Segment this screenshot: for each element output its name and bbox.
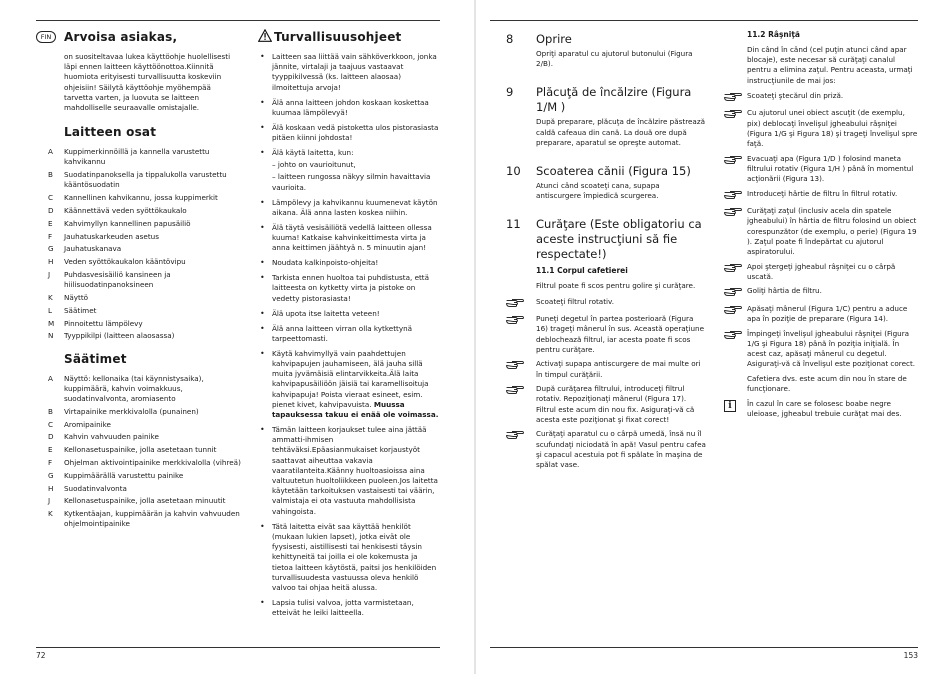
- section-body: Opriţi aparatul cu ajutorul butonului (Figura 2/B).: [536, 49, 693, 69]
- item-letter: J: [48, 496, 51, 506]
- controls-title: Säätimet: [64, 351, 127, 366]
- safety-text: Älä anna laitteen virran olla kytkettynä tarpeettomasti.: [272, 323, 413, 343]
- step-item: [724, 262, 918, 282]
- item-text: Näyttö: kellonaika (tai käynnistysaika), kuppimäärä, kahvin voimakkuus, suodatinvalvonta, aromiasento: [64, 373, 204, 403]
- right-column-2: [724, 30, 918, 424]
- safety-text: Lapsia tulisi valvoa, jotta varmistetaan, etteivät he leiki laitteella.: [272, 597, 414, 618]
- safety-text: Tarkista ennen huoltoa tai puhdistusta, että laitteesta on kytketty virta ja pistoke on vedetty pistorasiasta!: [272, 273, 430, 303]
- step-item: [724, 189, 918, 202]
- item-text: Kuppimäärällä varustettu painike: [64, 470, 184, 480]
- item-text: Kahvin vahvuuden painike: [64, 432, 159, 442]
- safety-item: [258, 522, 440, 593]
- item-letter: C: [48, 193, 54, 203]
- step-icon-cell: [506, 384, 536, 425]
- top-rule: [36, 20, 440, 21]
- item-text: Käännettävä veden syöttökaukalo: [64, 206, 187, 216]
- step-icon-cell: [724, 304, 747, 324]
- item-text: Suodatinpanoksella ja tippalukolla varustettu kääntösuodatin: [64, 170, 227, 190]
- hand-pointing-icon: [506, 432, 524, 441]
- list-item: [48, 206, 242, 216]
- item-letter: D: [48, 206, 54, 216]
- section-body: Atunci când scoateţi cana, supapa antiscurgere împiedică scurgerea.: [536, 181, 660, 201]
- subsection-intro: Filtrul poate fi scos pentru golire şi curăţare.: [536, 281, 696, 291]
- list-item: [48, 484, 242, 494]
- section-heading: [506, 85, 706, 115]
- safety-item: [258, 98, 440, 118]
- step-text: Evacuaţi apa (Figura 1/D ) folosind maneta filtrului rotativ (Figura 1/H ) până în momentul acţionării (Figura 13).: [747, 153, 914, 184]
- item-text: Veden syöttökaukalon kääntövipu: [64, 257, 186, 267]
- safety-text: – laitteen rungossa näkyy silmin havaittavia vaurioita.: [272, 172, 431, 192]
- right-column-1: [506, 32, 706, 475]
- step-item: [506, 429, 706, 470]
- section-heading: [506, 32, 706, 47]
- list-item: [48, 219, 242, 229]
- step-icon-cell: [506, 359, 536, 379]
- safety-item: [258, 598, 440, 618]
- safety-item: [258, 258, 440, 268]
- item-letter: N: [48, 331, 54, 341]
- section-number: 10: [506, 164, 521, 179]
- list-item: [48, 147, 242, 167]
- item-letter: K: [48, 293, 53, 302]
- step-item: [506, 314, 706, 355]
- item-text: Ohjelman aktivointipainike merkkivalolla (vihreä): [64, 457, 241, 467]
- subsection-title: 11.1 Corpul cafetierei: [536, 266, 628, 276]
- step-icon-cell: [724, 399, 747, 419]
- item-text: Tyyppikilpi (laitteen alaosassa): [64, 331, 175, 341]
- greeting-title: Arvoisa asiakas,: [64, 30, 178, 44]
- item-letter: A: [48, 147, 53, 157]
- list-item: [48, 407, 242, 417]
- item-letter: D: [48, 432, 54, 442]
- step-text: Curăţaţi aparatul cu o cârpă umedă, însă nu îl scufundaţi niciodată în apă! Vasul pentru cafea şi capacul acestuia pot fi spălate în maşina de spălat vase.: [536, 429, 706, 470]
- step-icon-cell: [724, 91, 747, 104]
- step-item: [506, 359, 706, 379]
- section-title: Plăcuţă de încălzire (Figura 1/M ): [536, 85, 692, 115]
- list-item: [48, 420, 242, 430]
- step-text: Scoateţi filtrul rotativ.: [536, 296, 615, 306]
- list-item: [48, 496, 242, 506]
- list-item: [48, 509, 242, 529]
- safety-item: [258, 172, 440, 192]
- item-text: Kellonasetuspainike, jolla asetetaan tunnit: [64, 445, 217, 455]
- step-icon-cell: [724, 286, 747, 299]
- step-item: [724, 108, 918, 149]
- item-letter: G: [48, 470, 54, 480]
- section-title: Scoaterea cănii (Figura 15): [536, 164, 691, 179]
- safety-item: [258, 223, 440, 254]
- list-item: [48, 270, 242, 290]
- hand-pointing-icon: [724, 265, 742, 274]
- step-icon-cell: [506, 429, 536, 470]
- parts-title: Laitteen osat: [64, 125, 157, 140]
- safety-item: [258, 123, 440, 143]
- safety-text: Älä koskaan vedä pistoketta ulos pistorasiasta pitäen kiinni johdosta!: [272, 122, 439, 143]
- step-item: [724, 91, 918, 104]
- list-item: [48, 331, 242, 341]
- hand-pointing-icon: [724, 307, 742, 316]
- item-letter: B: [48, 170, 53, 180]
- safety-item: [258, 309, 440, 319]
- page-number: 72: [36, 651, 46, 660]
- step-text: Curăţaţi zaţul (inclusiv acela din spatele jgheabului) în hârtia de filtru folosind un obiect corespunzător (de exemplu, o perie) (Figura 19 ). Zaţul poate fi îndepărtat cu ajutorul aspiratorului.: [747, 206, 917, 257]
- safety-item: [258, 52, 440, 93]
- safety-list: [258, 52, 440, 618]
- item-text: Aromipainike: [64, 419, 111, 429]
- hand-pointing-icon: [724, 192, 742, 201]
- info-icon: i: [724, 401, 736, 410]
- safety-text: Älä käytä laitetta, kun:: [272, 148, 354, 158]
- step-text: Scoateţi ştecărul din priză.: [747, 90, 844, 100]
- step-text: Împingeţi învelişul jgheabului râşniţei (Figura 1/G şi Figura 18) până în poziţia iniţială. În acest caz, apăsaţi mânerul cu degetul. Asiguraţi-vă că învelişul este poziţionat corect.: [747, 328, 916, 369]
- step-icon-cell: [506, 297, 536, 310]
- language-badge: FIN: [36, 31, 56, 43]
- step-text: În cazul în care se folosesc boabe negre uleioase, jgheabul trebuie curăţat mai des.: [747, 398, 902, 418]
- list-item: [48, 293, 242, 303]
- item-text: Jauhatuskarkeuden asetus: [64, 231, 159, 241]
- list-item: [48, 170, 242, 190]
- safety-text: Älä täytä vesisäiliötä vedellä laitteen ollessa kuuma! Katkaise kahvinkeittimesta virta ja anna keittimen jäähtyä n. 5 minuutin ajan!: [272, 222, 432, 253]
- safety-item: [258, 148, 440, 158]
- item-letter: E: [48, 218, 53, 228]
- item-letter: J: [48, 270, 51, 279]
- item-text: Näyttö: [64, 293, 89, 302]
- safety-text: Käytä kahvimyllyä vain paahdettujen kahvipapujen jauhamiseen, älä jauha sillä muita jyvämäisiä elintarvikkeita.Älä laita kahvipapusäiliöön jäisiä tai karamellisoituja kahvipapuja! Poista vieraat esineet, esim. pienet kivet, kahvipavuista.: [272, 348, 429, 409]
- step-text: Apăsaţi mânerul (Figura 1/C) pentru a aduce apa în poziţie de preparare (Figura 14).: [747, 304, 908, 324]
- grinder-intro: Din când în când (cel puţin atunci când apar blocaje), este necesar să curăţaţi canalul pentru a elimina zaţul. Pentru aceasta, urmaţi instrucţiunile de mai jos:: [747, 45, 913, 85]
- hand-pointing-icon: [724, 157, 742, 166]
- safety-item: [258, 425, 440, 517]
- list-item: [48, 257, 242, 267]
- controls-list: [48, 374, 242, 530]
- safety-text: Lämpölevy ja kahvikannu kuumenevat käytön aikana. Älä anna lasten koskea niihin.: [272, 197, 438, 217]
- item-letter: F: [48, 457, 53, 467]
- item-text: Säätimet: [64, 305, 97, 315]
- hand-pointing-icon: [506, 362, 524, 371]
- item-letter: G: [48, 244, 54, 254]
- safety-item: [258, 198, 440, 218]
- list-item: [48, 445, 242, 455]
- section-number: 11: [506, 217, 521, 232]
- greeting-text: on suositeltavaa lukea käyttöohje huolellisesti läpi ennen laitteen käyttöönottoa.Kiinnitä huomiota erityisesti turvallisuutta koskeviin ohjeisiin! Säilytä käyttöohje myöhempää tarvetta varten, ja luovuta se laitteen mahdolliselle seuraavalle omistajalle.: [64, 52, 231, 113]
- list-item: [48, 193, 242, 203]
- list-item: [48, 232, 242, 242]
- right-page: [476, 0, 950, 674]
- list-item: [48, 471, 242, 481]
- hand-pointing-icon: [724, 209, 742, 218]
- list-item: [48, 319, 242, 329]
- steps-list: [506, 297, 706, 471]
- list-item: [48, 244, 242, 254]
- item-letter: B: [48, 406, 53, 416]
- step-icon-cell: [724, 374, 747, 394]
- section-body: După preparare, plăcuţa de încălzire păstrează caldă cafeaua din cană. La două ore după preparare, aparatul se opreşte automat.: [536, 117, 705, 147]
- item-text: Pinnoitettu lämpölevy: [64, 318, 143, 328]
- section-title: Oprire: [536, 32, 572, 46]
- hand-pointing-icon: [724, 94, 742, 103]
- step-icon-cell: [724, 189, 747, 202]
- item-letter: A: [48, 373, 53, 383]
- step-icon-cell: [724, 206, 747, 257]
- step-item: [724, 399, 918, 419]
- item-letter: L: [48, 305, 53, 315]
- step-icon-cell: [724, 329, 747, 370]
- hand-pointing-icon: [506, 300, 524, 309]
- step-item: [506, 297, 706, 310]
- hand-pointing-icon: [724, 289, 742, 298]
- list-item: [48, 306, 242, 316]
- step-item: [724, 329, 918, 370]
- grinder-steps-list: [724, 91, 918, 419]
- safety-text: Noudata kalkinpoisto-ohjeita!: [272, 258, 379, 268]
- item-letter: C: [48, 419, 54, 429]
- safety-column: [258, 30, 440, 623]
- parts-list: [48, 147, 242, 341]
- step-text: Goliţi hârtia de filtru.: [747, 286, 822, 296]
- step-item: [724, 206, 918, 257]
- safety-text: Tätä laitetta eivät saa käyttää henkilöt (mukaan lukien lapset), jotka eivät ole fyysisesti, aistillisesti tai henkisesti täysin kehittyneitä tai joilla ei ole kokemusta ja tietoa laitteen käytöstä, paitsi jos henkilöiden turvallisuudesta vastuussa oleva henkilö valvoo tai ohjaa heitä alussa.: [272, 521, 437, 592]
- step-text: Introduceţi hârtie de filtru în filtrul rotativ.: [747, 188, 898, 198]
- safety-title: Turvallisuusohjeet: [274, 30, 402, 44]
- section-number: 8: [506, 32, 514, 46]
- sections: [506, 32, 706, 262]
- safety-warning-bold: Muussa tapauksessa takuu ei enää ole voimassa.: [272, 399, 439, 420]
- item-letter: H: [48, 483, 54, 493]
- hand-pointing-icon: [724, 332, 742, 341]
- item-text: Virtapainike merkkivalolla (punainen): [64, 406, 199, 416]
- step-text: După curăţarea filtrului, introduceţi filtrul rotativ. Repoziţionaţi mânerul (Figura 17). Filtrul este acum din nou fix. Asiguraţi-vă că acesta este poziţionat şi fixat corect!: [536, 384, 695, 424]
- section-heading: [506, 217, 706, 262]
- item-letter: H: [48, 257, 54, 267]
- step-icon-cell: [506, 314, 536, 355]
- step-icon-cell: [724, 108, 747, 149]
- safety-item: [258, 324, 440, 344]
- step-icon-cell: [724, 154, 747, 185]
- list-item: [48, 374, 242, 405]
- step-text: Apoi ştergeţi jgheabul râşniţei cu o cârpă uscată.: [747, 261, 896, 281]
- step-item: [724, 304, 918, 324]
- item-letter: K: [48, 509, 53, 519]
- list-item: [48, 432, 242, 442]
- page-number: 153: [903, 651, 918, 660]
- safety-item: [258, 273, 440, 304]
- section-title: Curăţare (Este obligatoriu ca aceste instrucţiuni să fie respectate!): [536, 217, 702, 262]
- item-text: Kannellinen kahvikannu, jossa kuppimerkit: [64, 193, 218, 203]
- safety-text: – johto on vaurioitunut,: [272, 160, 356, 170]
- step-text: Puneţi degetul în partea posterioară (Figura 16) trageţi mânerul în sus. Această operaţiune deblochează filtrul, iar acesta poate fi scos pentru curăţare.: [536, 314, 705, 354]
- safety-text: Älä upota itse laitetta veteen!: [272, 308, 380, 318]
- safety-text: Tämän laitteen korjaukset tulee aina jättää ammatti-ihmisen tehtäväksi.Epäasianmukaiset korjaustyöt saattavat aiheuttaa vakavia vaaratilanteita.Käänny huoltoasioissa aina valtuutetun huoltoliikkeen puoleen.Jos laitetta käytetään tarkoituksen vastaisesti tai väärin, valmistaja ei ota vastuuta mahdollisista vahingoista.: [272, 425, 438, 516]
- section-number: 9: [506, 85, 514, 100]
- step-icon-cell: [724, 262, 747, 282]
- bottom-rule: [490, 647, 918, 648]
- grinder-title: 11.2 Râşniţă: [747, 30, 800, 39]
- item-text: Kuppimerkinnöillä ja kannella varustettu kahvikannu: [64, 147, 210, 167]
- top-rule: [490, 20, 918, 21]
- item-text: Suodatinvalvonta: [64, 483, 127, 493]
- item-text: Kytkentäajan, kuppimäärän ja kahvin vahvuuden ohjelmointipainike: [64, 509, 240, 529]
- step-item: [724, 374, 918, 394]
- hand-pointing-icon: [506, 317, 524, 326]
- item-letter: F: [48, 231, 53, 241]
- step-item: [724, 154, 918, 185]
- hand-pointing-icon: [506, 387, 524, 396]
- list-item: [48, 458, 242, 468]
- step-text: Cu ajutorul unei obiect ascuţit (de exemplu, pix) deblocaţi învelişul jgheabului râşniţei (Figura 1/G şi Figura 18) şi trageţi învelişul spre faţă.: [747, 108, 918, 149]
- hand-pointing-icon: [724, 111, 742, 120]
- safety-text: Älä anna laitteen johdon koskaan koskettaa kuumaa lämpölevyä!: [272, 97, 429, 117]
- bottom-rule: [36, 647, 440, 648]
- step-item: [724, 286, 918, 299]
- item-text: Kellonasetuspainike, jolla asetetaan minuutit: [64, 496, 226, 506]
- step-text: Activaţi supapa antiscurgere de mai multe ori în timpul curăţării.: [536, 359, 701, 379]
- step-item: [506, 384, 706, 425]
- item-letter: E: [48, 445, 53, 455]
- left-column: [48, 30, 242, 532]
- safety-item: [258, 349, 440, 420]
- section-heading: [506, 164, 706, 179]
- item-text: Kahvimyllyn kannellinen papusäiliö: [64, 218, 191, 228]
- step-text: Cafetiera dvs. este acum din nou în stare de funcţionare.: [747, 374, 907, 394]
- left-page: [0, 0, 474, 674]
- item-text: Jauhatuskanava: [64, 244, 122, 254]
- item-letter: M: [48, 318, 55, 328]
- safety-item: [258, 160, 440, 170]
- item-text: Puhdasvesisäiliö kansineen ja hiilisuodatinpanoksineen: [64, 270, 171, 290]
- warning-triangle-icon: [258, 29, 272, 42]
- safety-text: Laitteen saa liittää vain sähköverkkoon, jonka jännite, virtalaji ja taajuus vastaavat tyyppikilvessä (ks. laitteen alaosaa) ilmoitettuja arvoja!: [272, 52, 437, 92]
